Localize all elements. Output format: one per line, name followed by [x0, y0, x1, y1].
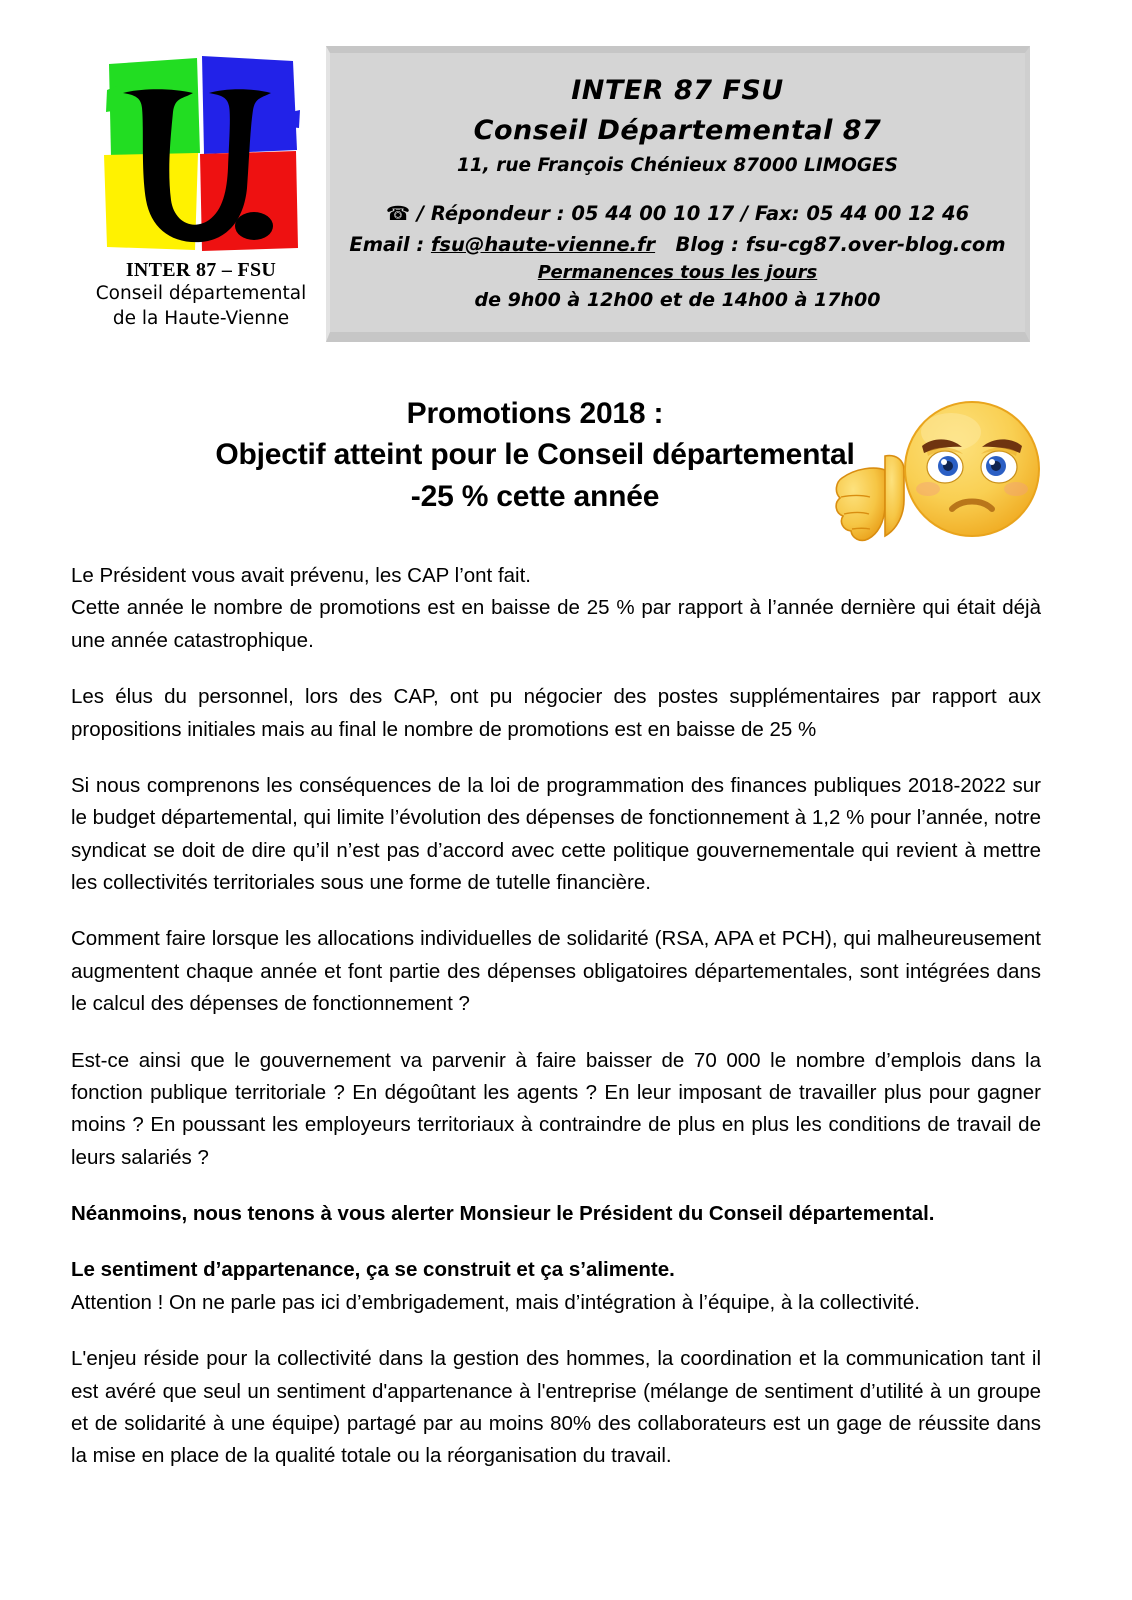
blog-label: Blog :: [675, 233, 739, 256]
page-title-line-2: Objectif atteint pour le Conseil départemental: [215, 438, 855, 472]
paragraph-9: Attention ! On ne parle pas ici d’embrigadement, mais d’intégration à l’équipe, à la collectivité.: [71, 1290, 920, 1314]
fsu-logo-icon: [101, 50, 301, 255]
document-body: [71, 560, 1041, 1473]
paragraph-6: Est-ce ainsi que le gouvernement va parvenir à faire baisser de 70 000 le nombre d’emplois dans la fonction publique territoriale ? En dégoûtant les agents ? En leur imposant de travailler plus pour gagner moins ? En poussant les employeurs territoriaux à contraindre de plus en plus les conditions de travail de leurs salariés ?: [71, 1048, 1041, 1169]
paragraph-7-alert: Néanmoins, nous tenons à vous alerter Monsieur le Président du Conseil départemental.: [71, 1202, 935, 1225]
email-blog-line: [330, 233, 1025, 256]
page-title-line-3: -25 % cette année: [410, 479, 660, 513]
organization-subtitle: Conseil Départemental 87: [473, 115, 882, 146]
organization-logo-block: [86, 50, 316, 331]
opening-hours-title: Permanences tous les jours: [537, 262, 818, 283]
telephone-icon: ☎: [385, 202, 411, 225]
paragraph-10: L'enjeu réside pour la collectivité dans la gestion des hommes, la coordination et la communication tant il est avéré que seul un sentiment d'appartenance à l'entreprise (mélange de sentiment d’utilité à un groupe et de solidarité à une équipe) partagé par au moins 80% des collaborateurs est un gage de réussite dans la mise en place de la qualité totale ou la réorganisation du travail.: [71, 1347, 1041, 1468]
paragraph-2: Cette année le nombre de promotions est en baisse de 25 % par rapport à l’année dernière qui était déjà une année catastrophique.: [71, 596, 1041, 652]
phone-fax-line: [330, 202, 1025, 225]
logo-caption-line-1: INTER 87 – FSU: [125, 259, 277, 281]
opening-hours-detail: de 9h00 à 12h00 et de 14h00 à 17h00: [474, 289, 881, 311]
paragraph-3: Les élus du personnel, lors des CAP, ont pu négocier des postes supplémentaires par rapport aux propositions initiales mais au final le nombre de promotions est en baisse de 25 %: [71, 685, 1041, 741]
document-header: [0, 40, 1132, 350]
paragraph-4: Si nous comprenons les conséquences de la loi de programmation des finances publiques 2018-2022 sur le budget départemental, qui limite l’évolution des dépenses de fonctionnement à 1,2 % pour l’année, notre syndicat se doit de dire qu’il n’est pas d’accord avec cette politique gouvernementale qui revient à mettre les collectivités territoriales sous une forme de tutelle financière.: [71, 773, 1041, 894]
paragraph-8-heading: Le sentiment d’appartenance, ça se construit et ça s’alimente.: [71, 1258, 675, 1282]
logo-caption-line-2: Conseil départemental: [95, 283, 307, 304]
paragraph-5: Comment faire lorsque les allocations individuelles de solidarité (RSA, APA et PCH), qui malheureusement augmentent chaque année et font partie des dépenses obligatoires départementales, sont intégrées dans le calcul des dépenses de fonctionnement ?: [71, 927, 1041, 1016]
paragraph-1: Le Président vous avait prévenu, les CAP l’ont fait.: [71, 564, 531, 587]
logo-caption-line-3: de la Haute-Vienne: [112, 307, 290, 329]
page-title-line-1: Promotions 2018 :: [406, 397, 664, 430]
organization-name: INTER 87 FSU: [571, 75, 784, 106]
contact-info-box: [326, 46, 1030, 342]
blog-address[interactable]: fsu-cg87.over-blog.com: [745, 233, 1006, 256]
angry-thumbs-down-emoji: [812, 396, 1052, 546]
email-label: Email :: [349, 233, 425, 256]
phone-fax-text: / Répondeur : 05 44 00 10 17 / Fax: 05 44 00 12 46: [416, 202, 970, 225]
postal-address: 11, rue François Chénieux 87000 LIMOGES: [456, 155, 898, 176]
email-address[interactable]: fsu@haute-vienne.fr: [430, 233, 656, 256]
